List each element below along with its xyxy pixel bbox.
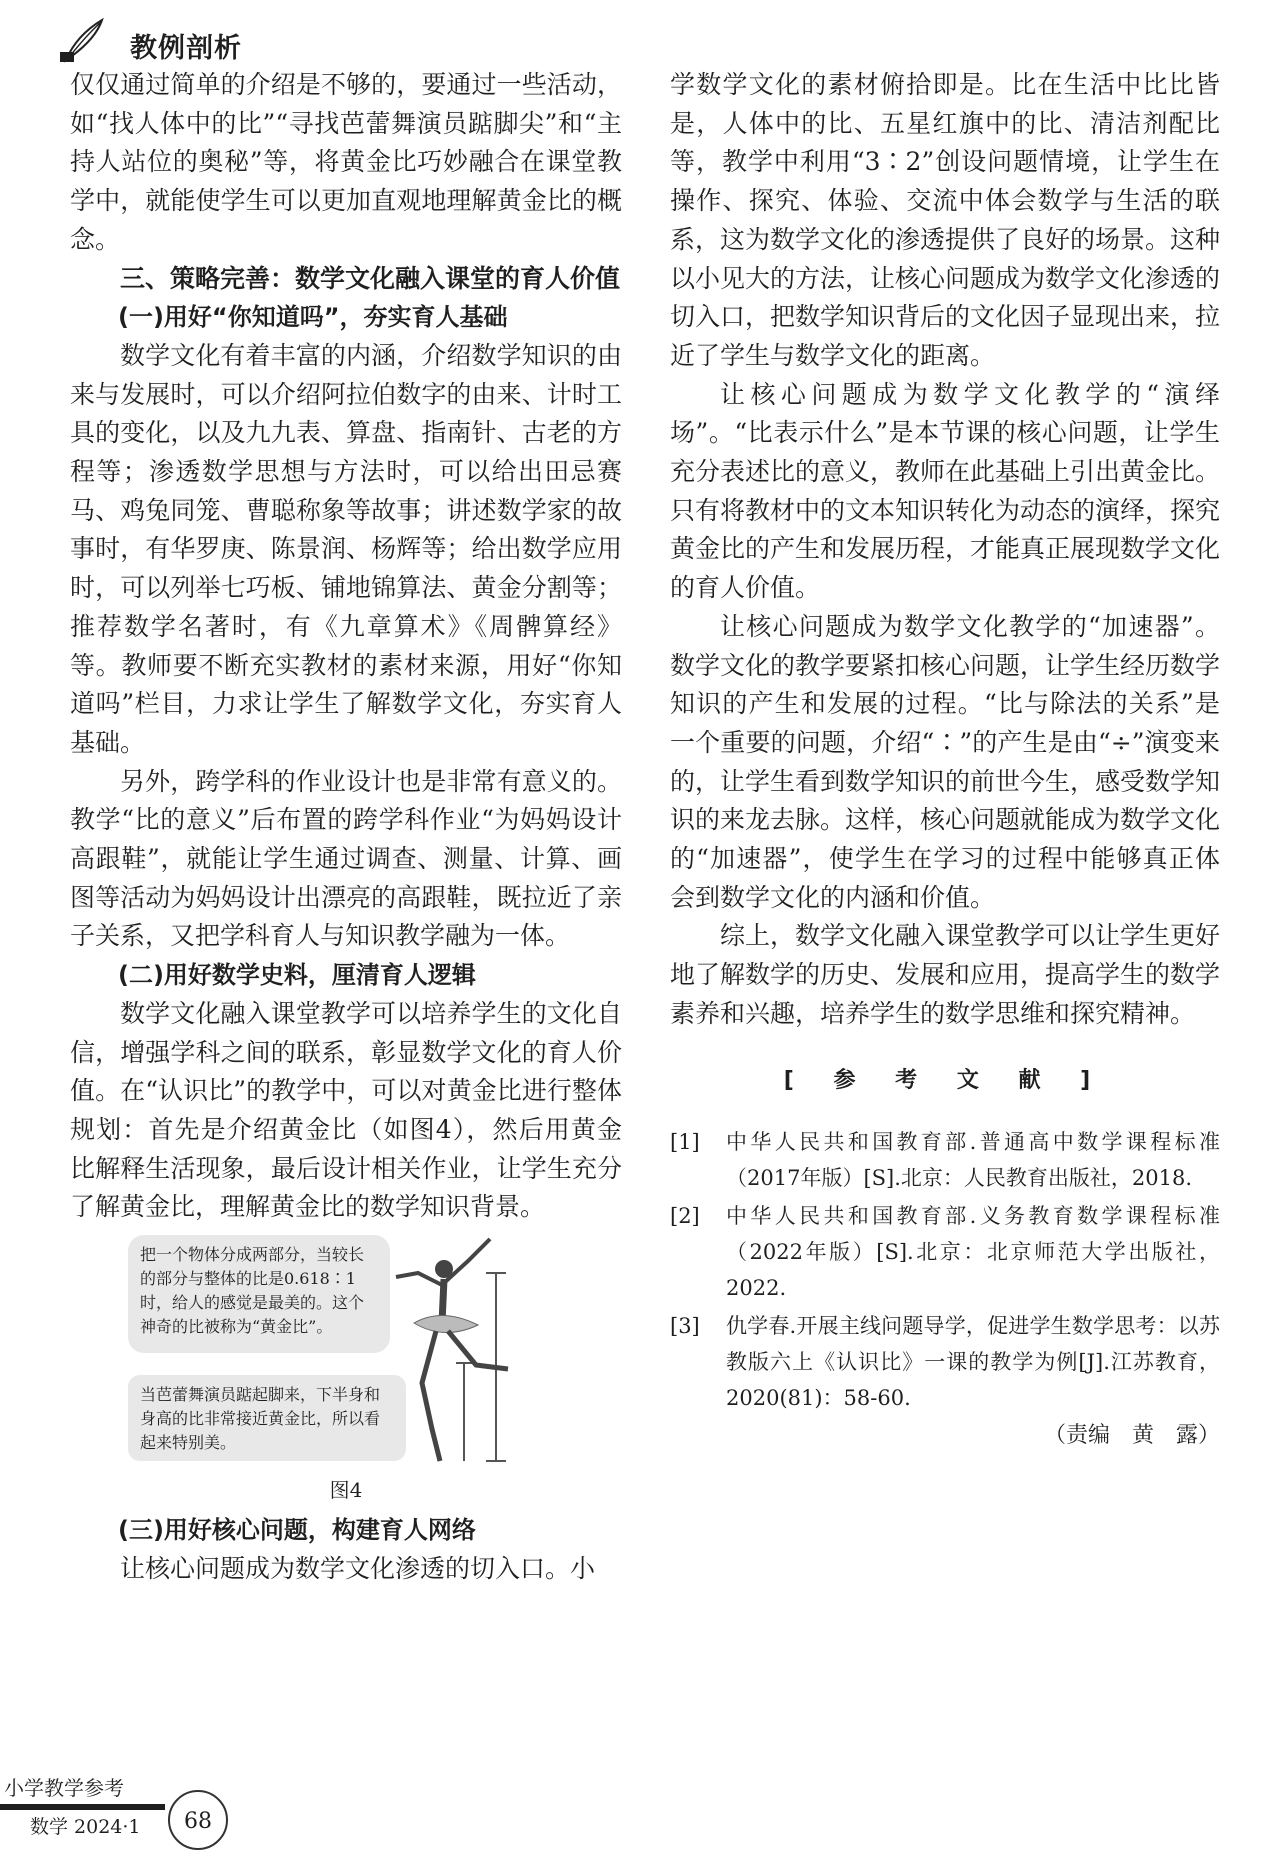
figure-4 [128, 1233, 548, 1465]
paragraph: 让核心问题成为数学文化渗透的切入口。小 [120, 1553, 596, 1583]
right-column [670, 66, 1220, 1454]
paragraph: 另外，跨学科的作业设计也是非常有意义的。教学“比的意义”后布置的跨学科作业“为妈妈设计高跟鞋”，就能让学生通过调查、测量、计算、画图等活动为妈妈设计出漂亮的高跟鞋，既拉近了亲子关系，又把学科育人与知识教学融为一体。 [70, 766, 622, 951]
page-footer [0, 1772, 320, 1860]
subsection-heading: (二)用好数学史料，厘清育人逻辑 [118, 961, 476, 990]
paragraph: 学数学文化的素材俯拾即是。比在生活中比比皆是，人体中的比、五星红旗中的比、清洁剂配比等，教学中利用“3∶2”创设问题情境，让学生在操作、探究、体验、交流中体会数学与生活的联系，这为数学文化的渗透提供了良好的场景。这种以小见大的方法，让核心问题成为数学文化渗透的切入口，把数学知识背后的文化因子显现出来，拉近了学生与数学文化的距离。 [670, 70, 1221, 370]
subsection-heading: (三)用好核心问题，构建育人网络 [118, 1516, 476, 1545]
reference-number: [1] [670, 1130, 700, 1155]
speech-bubble: 当芭蕾舞演员踮起脚来，下半身和身高的比非常接近黄金比，所以看起来特别美。 [128, 1375, 406, 1461]
figure-caption: 图4 [329, 1478, 363, 1503]
references-title: [ 参 考 文 献 ] [783, 1067, 1107, 1093]
speech-bubble: 把一个物体分成两部分，当较长的部分与整体的比是0.618∶1时，给人的感觉是最美的。这个神奇的比被称为“黄金比”。 [128, 1235, 390, 1353]
footer-divider [0, 1804, 165, 1810]
reference-item [670, 1124, 1220, 1196]
subsection-heading: (一)用好“你知道吗”，夯实育人基础 [118, 303, 508, 332]
page-header [58, 18, 558, 68]
reference-number: [3] [670, 1314, 700, 1339]
reference-text: 中华人民共和国教育部.义务教育数学课程标准（2022年版）[S].北京：北京师范大学出版社，2022. [726, 1204, 1220, 1301]
section-heading: 三、策略完善：数学文化融入课堂的育人价值 [120, 263, 621, 293]
journal-issue: 数学 2024·1 [30, 1816, 141, 1838]
journal-name: 小学教学参考 [4, 1776, 124, 1800]
paragraph: 仅仅通过简单的介绍是不够的，要通过一些活动，如“找人体中的比”“寻找芭蕾舞演员踮脚尖”和“主持人站位的奥秘”等，将黄金比巧妙融合在课堂教学中，就能使学生可以更加直观地理解黄金比的概念。 [70, 70, 622, 254]
left-column [70, 66, 622, 1589]
editor-credit: （责编 黄 露） [1043, 1423, 1220, 1449]
paragraph: 综上，数学文化融入课堂教学可以让学生更好地了解数学的历史、发展和应用，提高学生的数学素养和兴趣，培养学生的数学思维和探究精神。 [670, 921, 1221, 1028]
section-title: 教例剖析 [130, 33, 242, 64]
reference-number: [2] [670, 1204, 700, 1229]
paragraph: 数学文化有着丰富的内涵，介绍数学知识的由来与发展时，可以介绍阿拉伯数字的由来、计时工具的变化，以及九九表、算盘、指南针、古老的方程等；渗透数学思想与方法时，可以给出田忌赛马、鸡兔同笼、曹聪称象等故事；讲述数学家的故事时，有华罗庚、陈景润、杨辉等；给出数学应用时，可以列举七巧板、铺地锦算法、黄金分割等；推荐数学名著时，有《九章算术》《周髀算经》等。教师要不断充实教材的素材来源，用好“你知道吗”栏目，力求让学生了解数学文化，夯实育人基础。 [70, 340, 622, 757]
paragraph: 数学文化融入课堂教学可以培养学生的文化自信，增强学科之间的联系，彰显数学文化的育人价值。在“认识比”的教学中，可以对黄金比进行整体规划：首先是介绍黄金比（如图4），然后用黄金比解释生活现象，最后设计相关作业，让学生充分了解黄金比，理解黄金比的数学知识背景。 [70, 998, 622, 1222]
paragraph: 让核心问题成为数学文化教学的“演绎场”。“比表示什么”是本节课的核心问题，让学生充分表述比的意义，教师在此基础上引出黄金比。只有将教材中的文本知识转化为动态的演绎，探究黄金比的产生和发展历程，才能真正展现数学文化的育人价值。 [670, 379, 1221, 603]
ballerina-illustration-icon [378, 1233, 548, 1465]
paragraph: 让核心问题成为数学文化教学的“加速器”。数学文化的教学要紧扣核心问题，让学生经历数学知识的产生和发展的过程。“比与除法的关系”是一个重要的问题，介绍“∶”的产生是由“÷”演变来的，让学生看到数学知识的前世今生，感受数学知识的来龙去脉。这样，核心问题就能成为数学文化的“加速器”，使学生在学习的过程中能够真正体会到数学文化的内涵和价值。 [670, 611, 1221, 912]
quill-logo-icon [58, 18, 108, 64]
reference-text: 中华人民共和国教育部.普通高中数学课程标准（2017年版）[S].北京：人民教育出版社，2018. [726, 1130, 1220, 1191]
reference-item [670, 1198, 1220, 1306]
reference-item [670, 1308, 1220, 1416]
reference-text: 仇学春.开展主线问题导学，促进学生数学思考：以苏教版六上《认识比》一课的教学为例[J].江苏教育，2020(81)：58-60. [726, 1314, 1220, 1411]
page-number: 68 [168, 1790, 228, 1850]
